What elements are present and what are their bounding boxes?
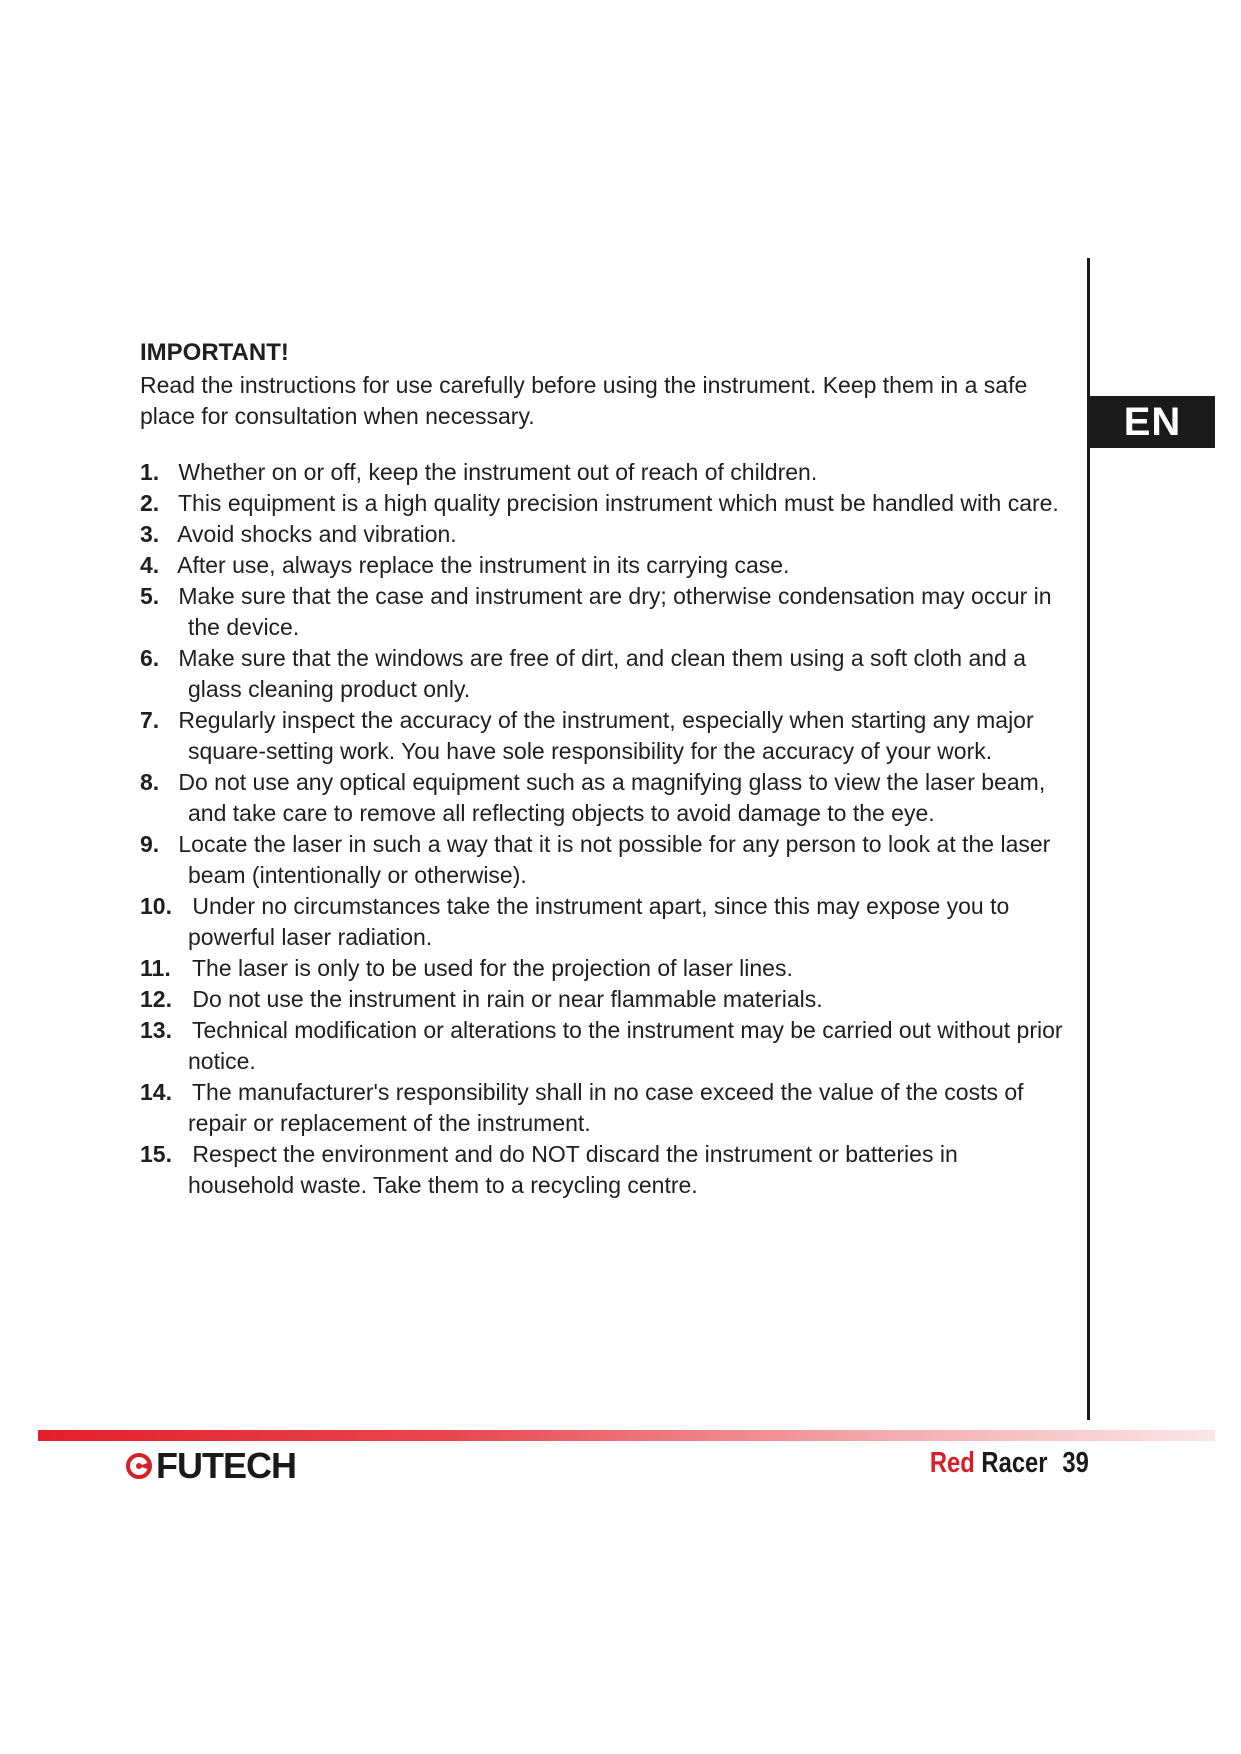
item-text: The manufacturer's responsibility shall in no case exceed the value of the costs of repair or replacement of the instrument.	[188, 1079, 1024, 1136]
item-number: 9.	[140, 831, 160, 857]
item-text: Make sure that the case and instrument are dry; otherwise condensation may occur in the device.	[178, 583, 1052, 640]
product-name-red: Red	[930, 1447, 976, 1479]
list-item	[140, 1139, 1070, 1201]
item-number: 1.	[140, 459, 160, 485]
language-tab: EN	[1090, 396, 1215, 448]
item-number: 3.	[140, 521, 160, 547]
page-number: 39	[1062, 1447, 1089, 1479]
item-text: Under no circumstances take the instrument apart, since this may expose you to powerful laser radiation.	[188, 893, 1010, 950]
item-text: Whether on or off, keep the instrument out of reach of children.	[178, 459, 818, 485]
futech-logo	[126, 1445, 296, 1486]
item-number: 4.	[140, 552, 160, 578]
item-text: Do not use the instrument in rain or near flammable materials.	[192, 986, 823, 1012]
footer-gradient-bar	[38, 1430, 1215, 1441]
item-number: 8.	[140, 769, 160, 795]
item-text: Make sure that the windows are free of dirt, and clean them using a soft cloth and a glass cleaning product only.	[178, 645, 1027, 702]
list-item	[140, 488, 1070, 519]
item-number: 5.	[140, 583, 160, 609]
item-text: Avoid shocks and vibration.	[177, 521, 457, 547]
futech-logo-icon	[126, 1453, 152, 1479]
important-heading: IMPORTANT!	[140, 339, 289, 366]
list-item	[140, 457, 1070, 488]
list-item	[140, 953, 1070, 984]
item-number: 12.	[140, 986, 172, 1012]
item-text: After use, always replace the instrument in its carrying case.	[177, 552, 790, 578]
item-number: 15.	[140, 1141, 172, 1167]
list-item	[140, 767, 1070, 829]
list-item	[140, 550, 1070, 581]
product-label	[930, 1445, 1089, 1481]
list-item	[140, 705, 1070, 767]
item-number: 7.	[140, 707, 160, 733]
item-number: 13.	[140, 1017, 172, 1043]
item-number: 10.	[140, 893, 172, 919]
list-item	[140, 1077, 1070, 1139]
list-item	[140, 984, 1070, 1015]
item-text: Locate the laser in such a way that it is not possible for any person to look at the laser beam (intentionally or otherwise).	[178, 831, 1051, 888]
rules-list	[140, 457, 1070, 1201]
item-text: Regularly inspect the accuracy of the instrument, especially when starting any major square-setting work. You have sole responsibility for the accuracy of your work.	[178, 707, 1034, 764]
item-number: 14.	[140, 1079, 172, 1105]
important-intro: Read the instructions for use carefully before using the instrument. Keep them in a safe place for consultation when necessary.	[140, 372, 1028, 429]
product-name-black: Racer	[981, 1447, 1048, 1479]
item-number: 11.	[140, 955, 171, 981]
list-item	[140, 581, 1070, 643]
list-item	[140, 643, 1070, 705]
item-number: 2.	[140, 490, 160, 516]
item-text: Technical modification or alterations to the instrument may be carried out without prior notice.	[188, 1017, 1063, 1074]
list-item	[140, 1015, 1070, 1077]
item-text: Respect the environment and do NOT discard the instrument or batteries in household waste. Take them to a recycling centre.	[188, 1141, 958, 1198]
safety-instructions	[140, 336, 1070, 1201]
item-text: This equipment is a high quality precision instrument which must be handled with care.	[177, 490, 1059, 516]
list-item	[140, 519, 1070, 550]
brand-name: FUTECH	[156, 1445, 296, 1486]
item-number: 6.	[140, 645, 160, 671]
list-item	[140, 891, 1070, 953]
item-text: Do not use any optical equipment such as a magnifying glass to view the laser beam, and take care to remove all reflecting objects to avoid damage to the eye.	[178, 769, 1046, 826]
list-item	[140, 829, 1070, 891]
item-text: The laser is only to be used for the projection of laser lines.	[191, 955, 793, 981]
